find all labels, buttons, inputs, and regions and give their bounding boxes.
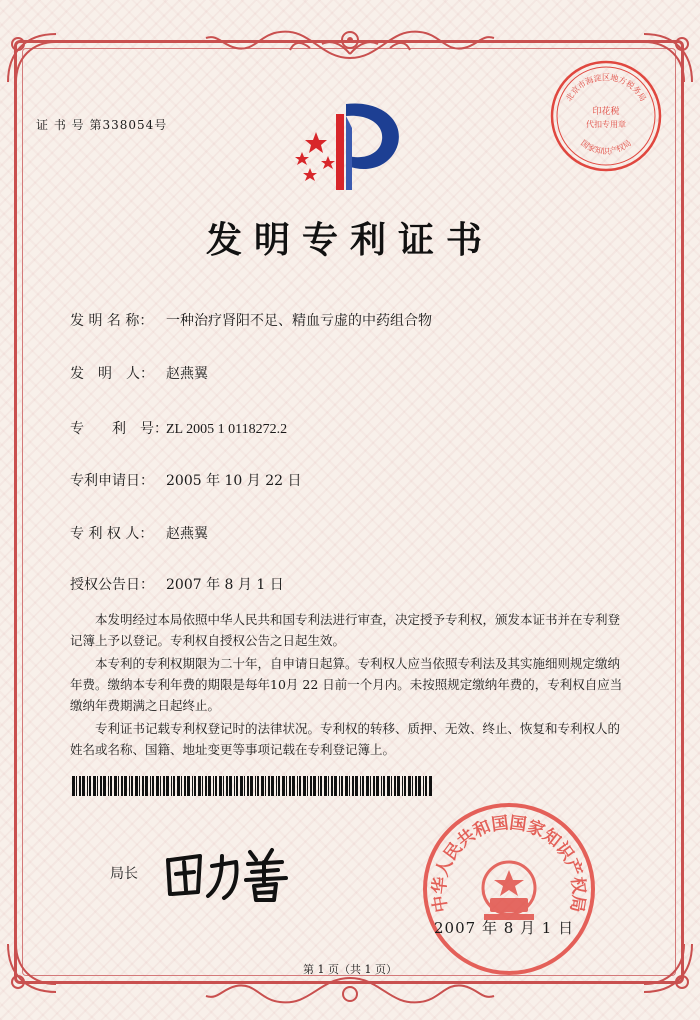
body-paragraph-2: 本专利的专利权期限为二十年，自申请日起算。专利权人应当依照专利法及其实施细则规定缴纳年费。缴纳本专利年费的期限是每年10月 22 日前一个月内。未按照规定缴纳年费的，专利权自应当缴纳年费期满之日起终止。 <box>70 656 623 713</box>
inventor-field <box>70 363 208 383</box>
svg-text:中华人民共和国国家知识产权局: 中华人民共和国国家知识产权局 <box>429 813 589 914</box>
grant-date-value: 2007 年 8 月 1 日 <box>166 577 284 593</box>
patent-office-logo <box>286 92 410 196</box>
invention-name-value: 一种治疗肾阳不足、精血亏虚的中药组合物 <box>166 313 432 329</box>
patent-number-label: 专 利 号： <box>70 421 168 437</box>
certificate-body <box>70 609 630 762</box>
page-number: 第 1 页（共 1 页） <box>303 963 397 976</box>
patentee-field <box>70 523 208 543</box>
invention-name-field <box>70 310 432 330</box>
inventor-label: 发 明 人： <box>70 366 154 382</box>
svg-text:国家知识产权局: 国家知识产权局 <box>579 138 633 156</box>
certificate-number: 证 书 号 第338054号 <box>36 118 168 132</box>
page-title: 发明专利证书 <box>205 219 494 261</box>
application-date-value: 2005 年 10 月 22 日 <box>166 473 302 489</box>
svg-text:印花税: 印花税 <box>592 107 620 117</box>
svg-text:北京市海淀区地方税务局: 北京市海淀区地方税务局 <box>564 73 648 103</box>
tax-seal <box>548 58 664 174</box>
director-label: 局长 <box>110 866 138 882</box>
issue-date: 2007 年 8 月 1 日 <box>434 919 575 937</box>
svg-text:代扣专用章: 代扣专用章 <box>586 120 626 129</box>
body-paragraph-1: 本发明经过本局依照中华人民共和国专利法进行审查，决定授予专利权，颁发本证书并在专利登记簿上予以登记。专利权自授权公告之日起生效。 <box>70 612 621 648</box>
patent-number-field <box>70 418 287 438</box>
bottom-ornament <box>200 974 500 1014</box>
top-ornament <box>200 18 500 62</box>
application-date-field <box>70 470 302 490</box>
grant-date-field <box>70 574 284 594</box>
invention-name-label: 发 明 名 称： <box>70 313 154 329</box>
director-signature <box>160 842 300 904</box>
body-paragraph-3: 专利证书记载专利权登记时的法律状况。专利权的转移、质押、无效、终止、恢复和专利权人的姓名或名称、国籍、地址变更等事项记载在专利登记簿上。 <box>70 721 621 757</box>
barcode <box>72 776 432 796</box>
patentee-label: 专 利 权 人： <box>70 526 154 542</box>
inventor-value: 赵燕翼 <box>166 366 208 382</box>
grant-date-label: 授权公告日： <box>70 577 154 593</box>
application-date-label: 专利申请日： <box>70 473 154 489</box>
patent-number-value: ZL 2005 1 0118272.2 <box>166 422 288 437</box>
patentee-value: 赵燕翼 <box>166 526 208 542</box>
official-seal <box>420 800 598 978</box>
corner-ornament-top-left <box>2 28 62 88</box>
